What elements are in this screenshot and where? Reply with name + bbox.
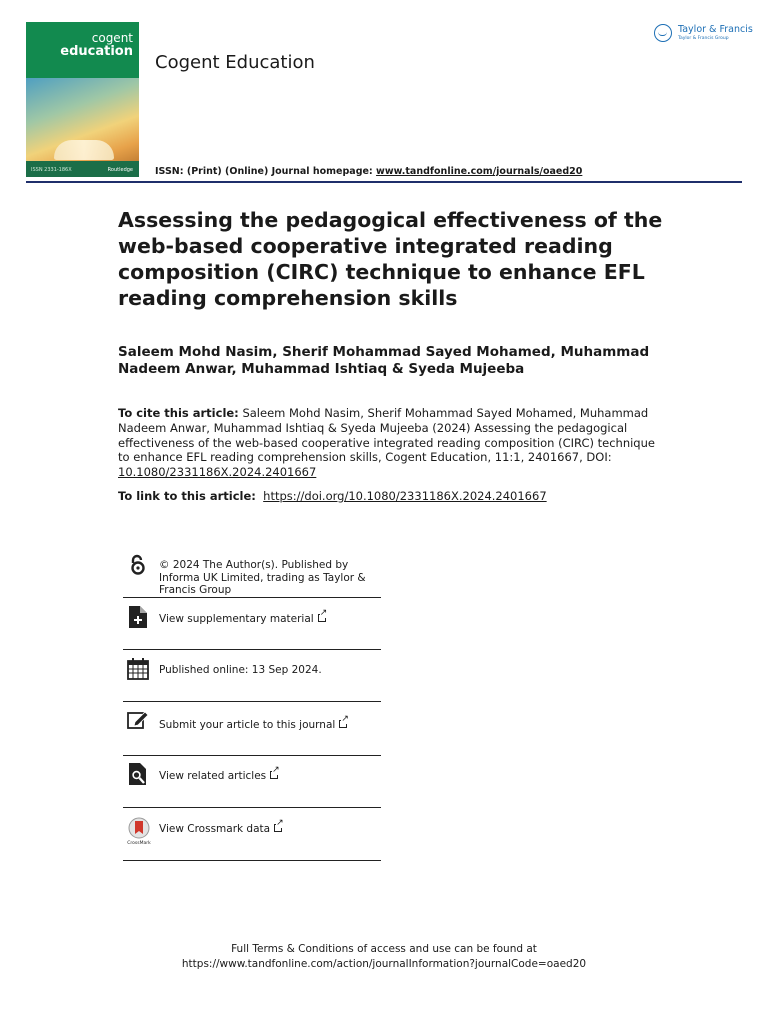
- open-access-icon: [127, 554, 149, 576]
- published-date: Published online: 13 Sep 2024.: [159, 664, 322, 676]
- cover-publisher-mark: Routledge: [107, 167, 133, 173]
- issn-label: ISSN: (Print) (Online) Journal homepage:: [155, 166, 377, 177]
- article-authors: Saleem Mohd Nasim, Sherif Mohammad Sayed Mohamed, Muhammad Nadeem Anwar, Muhammad Ishtiaq & Syeda Mujeeba: [118, 344, 650, 377]
- article-link-line: [118, 489, 547, 503]
- cover-issn: ISSN 2331-186X: [31, 167, 72, 173]
- publisher-logo: [654, 22, 753, 46]
- cover-logo-line2: education: [60, 44, 133, 59]
- related-link[interactable]: [159, 770, 278, 783]
- license-row: [123, 552, 381, 598]
- submit-link[interactable]: [159, 719, 347, 732]
- related-label: View related articles: [159, 770, 267, 782]
- footer: [0, 942, 768, 972]
- cite-label: To cite this article:: [118, 406, 239, 420]
- external-link-icon: [274, 824, 282, 832]
- publisher-logo-group: Taylor & Francis Group: [678, 36, 729, 41]
- issn-line: [155, 166, 582, 177]
- submit-label: Submit your article to this journal: [159, 719, 336, 731]
- footer-terms-link[interactable]: https://www.tandfonline.com/action/journalInformation?journalCode=oaed20: [181, 958, 587, 970]
- published-row: [123, 650, 381, 702]
- crossmark-icon: [126, 817, 152, 845]
- license-text: © 2024 The Author(s). Published by Informa UK Limited, trading as Taylor & Francis Group: [159, 559, 366, 596]
- supplementary-label: View supplementary material: [159, 613, 314, 625]
- journal-homepage-link[interactable]: www.tandfonline.com/journals/oaed20: [376, 166, 583, 177]
- cover-logo-line1: cogent: [91, 31, 133, 45]
- publisher-logo-name: Taylor & Francis: [678, 24, 753, 35]
- crossmark-row[interactable]: [123, 808, 381, 861]
- external-link-icon: [270, 771, 278, 779]
- document-plus-icon: [127, 606, 149, 628]
- calendar-icon: [127, 658, 149, 680]
- journal-name: Cogent Education: [155, 52, 315, 73]
- citation-block: [118, 406, 658, 480]
- crossmark-link[interactable]: [159, 823, 282, 836]
- search-document-icon: [127, 763, 149, 785]
- link-label: To link to this article:: [118, 489, 256, 503]
- footer-line1: Full Terms & Conditions of access and use can be found at: [231, 943, 537, 955]
- supplementary-row[interactable]: [123, 598, 381, 650]
- article-doi-link[interactable]: https://doi.org/10.1080/2331186X.2024.2401667: [263, 489, 547, 503]
- external-link-icon: [339, 720, 347, 728]
- book-illustration: [54, 140, 114, 160]
- edit-icon: [127, 709, 149, 731]
- cite-doi-link[interactable]: 10.1080/2331186X.2024.2401667: [118, 465, 317, 480]
- taylor-francis-icon: [654, 24, 672, 42]
- related-row[interactable]: [123, 756, 381, 808]
- supplementary-link[interactable]: [159, 613, 326, 626]
- header-rule: [26, 181, 742, 183]
- journal-cover: [26, 22, 139, 177]
- crossmark-label: View Crossmark data: [159, 823, 271, 835]
- submit-row[interactable]: [123, 702, 381, 756]
- article-title: Assessing the pedagogical effectiveness of the web-based cooperative integrated reading composition (CIRC) technique to enhance EFL reading comprehension skills: [118, 208, 663, 310]
- external-link-icon: [318, 614, 326, 622]
- crossmark-small-label: CrossMark: [127, 841, 151, 845]
- cite-text: Saleem Mohd Nasim, Sherif Mohammad Sayed Mohamed, Muhammad Nadeem Anwar, Muhammad Ishtiaq & Syeda Mujeeba (2024) Assessing the pedagogical effectiveness of the web-based cooperative integrated reading composition (CIRC) technique to enhance EFL reading comprehension skills, Cogent Education, 11:1, 2401667, DOI:: [118, 406, 655, 465]
